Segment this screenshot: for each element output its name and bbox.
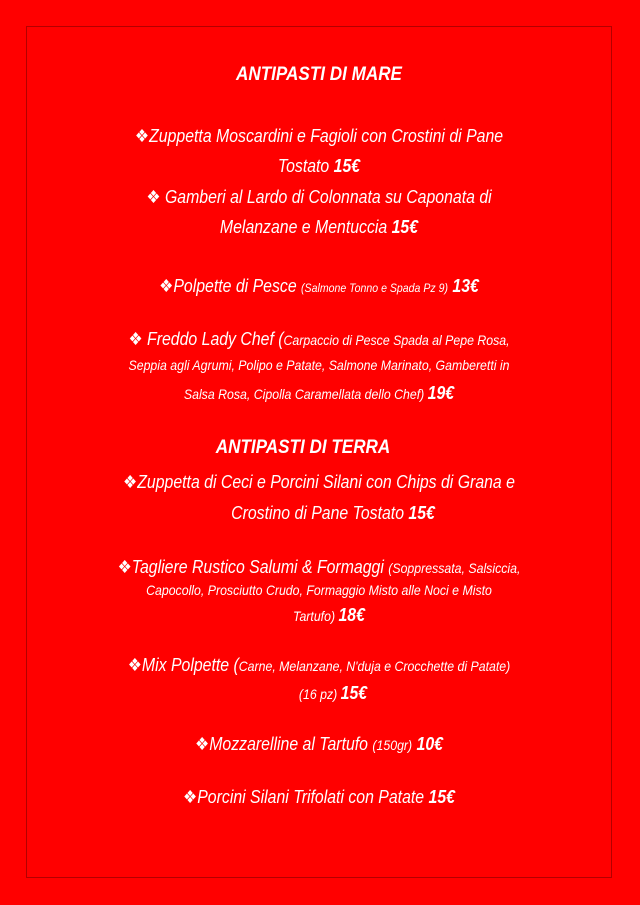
menu-item-mozzarelline: ❖Mozzarelline al Tartufo (150gr) 10€ xyxy=(195,734,443,754)
price: 18€ xyxy=(338,605,365,625)
menu-item-zuppetta-ceci: ❖Zuppetta di Ceci e Porcini Silani con Chips di Grana e xyxy=(123,472,515,492)
menu-item-freddo-lady-chef: ❖ Freddo Lady Chef (Carpaccio di Pesce Spada al Pepe Rosa, xyxy=(128,329,510,349)
menu-item-polpette-pesce: ❖Polpette di Pesce (Salmone Tonno e Spada Pz 9) 13€ xyxy=(159,276,479,296)
price: 15€ xyxy=(408,503,435,523)
menu-item-freddo-lady-chef-cont2: Salsa Rosa, Cipolla Caramellata dello Chef) 19€ xyxy=(183,383,455,403)
menu-item-gamberi: ❖ Gamberi al Lardo di Colonnata su Caponata di xyxy=(146,187,492,207)
menu-item-zuppetta-ceci-cont: Crostino di Pane Tostato 15€ xyxy=(231,503,435,523)
menu-item-zuppetta-moscardini: ❖Zuppetta Moscardini e Fagioli con Crostini di Pane xyxy=(134,126,504,146)
price: 15€ xyxy=(428,787,455,807)
menu-item-tagliere-cont2: Tartufo) 18€ xyxy=(293,605,365,625)
menu-item-mix-polpette-cont: (16 pz) 15€ xyxy=(298,683,368,703)
price: 10€ xyxy=(416,734,443,754)
bullet-icon: ❖ xyxy=(195,734,210,754)
menu-item-tagliere: ❖Tagliere Rustico Salumi & Formaggi (Soppressata, Salsiccia, xyxy=(117,557,521,577)
menu-item-gamberi-cont: Melanzane e Mentuccia 15€ xyxy=(219,217,419,237)
bullet-icon: ❖ xyxy=(146,187,161,207)
price: 15€ xyxy=(391,217,419,237)
bullet-icon: ❖ xyxy=(127,655,142,675)
menu-item-mix-polpette: ❖Mix Polpette (Carne, Melanzane, N'duja e Crocchette di Patate) xyxy=(127,655,511,675)
bullet-icon: ❖ xyxy=(123,472,138,492)
bullet-icon: ❖ xyxy=(134,126,150,146)
section-title-mare: ANTIPASTI DI MARE xyxy=(236,64,402,85)
price: 13€ xyxy=(452,276,479,296)
bullet-icon: ❖ xyxy=(159,276,174,296)
menu-item-zuppetta-moscardini-cont: Tostato 15€ xyxy=(277,156,361,176)
bullet-icon: ❖ xyxy=(117,557,132,577)
section-title-terra: ANTIPASTI DI TERRA xyxy=(215,437,391,458)
menu-item-freddo-lady-chef-cont: Seppia agli Agrumi, Polipo e Patate, Salmone Marinato, Gamberetti in xyxy=(128,357,510,373)
price: 19€ xyxy=(427,383,455,403)
menu-item-porcini-silani: ❖Porcini Silani Trifolati con Patate 15€ xyxy=(183,787,455,807)
bullet-icon: ❖ xyxy=(128,329,143,349)
price: 15€ xyxy=(333,156,361,176)
bullet-icon: ❖ xyxy=(183,787,198,807)
price: 15€ xyxy=(340,683,368,703)
menu-item-tagliere-cont: Capocollo, Prosciutto Crudo, Formaggio Misto alle Noci e Misto xyxy=(146,582,492,598)
